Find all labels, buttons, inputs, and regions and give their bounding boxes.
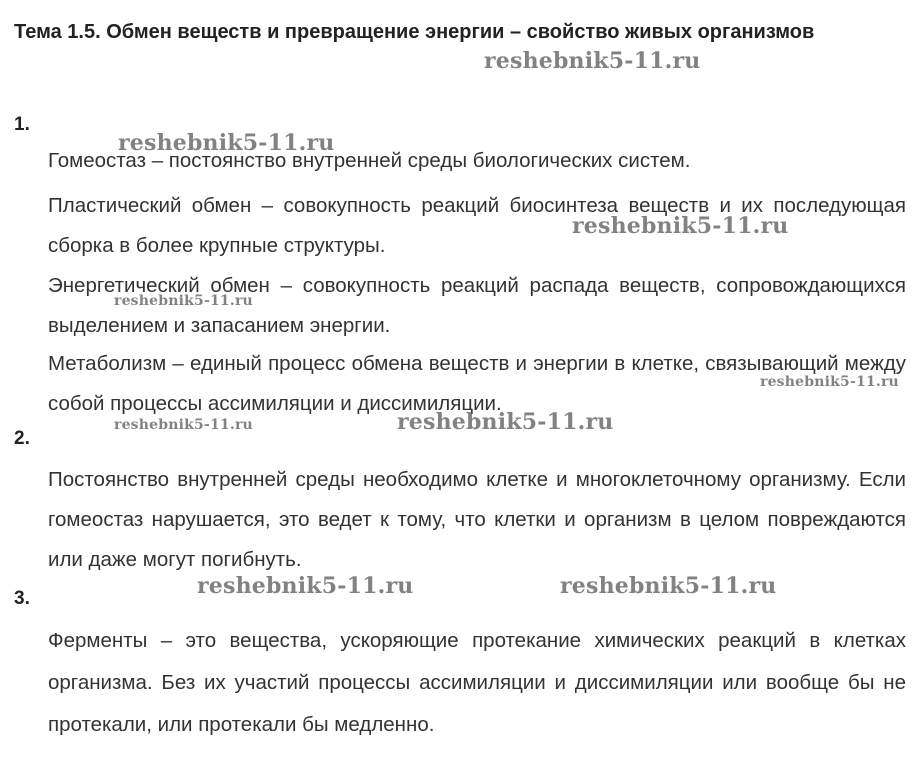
watermark: reshebnik5-11.ru [118,130,335,156]
watermark: reshebnik5-11.ru [484,48,701,74]
watermark: reshebnik5-11.ru [572,213,789,239]
watermark: reshebnik5-11.ru [397,409,614,435]
definition-metabolism: Метаболизм – единый процесс обмена веществ и энергии в клетке, связывающий между собой процессы ассимиляции и диссимиляции. [48,352,906,415]
section-number-2: 2. [14,428,30,449]
watermark: reshebnik5-11.ru [197,573,414,599]
answer-3-text: Ферменты – это вещества, ускоряющие протекание химических реакций в клетках организма. Без их участий процессы ассимиляции и диссимиляции или вообще бы не протекали, или протекали бы медленно. [48,629,906,736]
definition-plastic-exchange: Пластический обмен – совокупность реакций биосинтеза веществ и их последующая сборка в более крупные структуры. [48,194,906,257]
definition-homeostasis: Гомеостаз – постоянство внутренней среды биологических систем. [48,149,691,172]
definition-energy-exchange: Энергетический обмен – совокупность реакций распада веществ, сопровождающихся выделением и запасанием энергии. [48,274,906,337]
section-number-1: 1. [14,114,30,135]
answer-2-text: Постоянство внутренней среды необходимо клетке и многоклеточному организму. Если гомеостаз нарушается, это ведет к тому, что клетки и организм в целом повреждаются или даже могут погибнуть. [48,468,906,571]
section-number-3: 3. [14,588,30,609]
watermark: reshebnik5-11.ru [760,374,899,390]
watermark: reshebnik5-11.ru [560,573,777,599]
watermark: reshebnik5-11.ru [114,293,253,309]
watermark: reshebnik5-11.ru [114,417,253,433]
page-title: Тема 1.5. Обмен веществ и превращение энергии – свойство живых организмов [14,21,815,43]
